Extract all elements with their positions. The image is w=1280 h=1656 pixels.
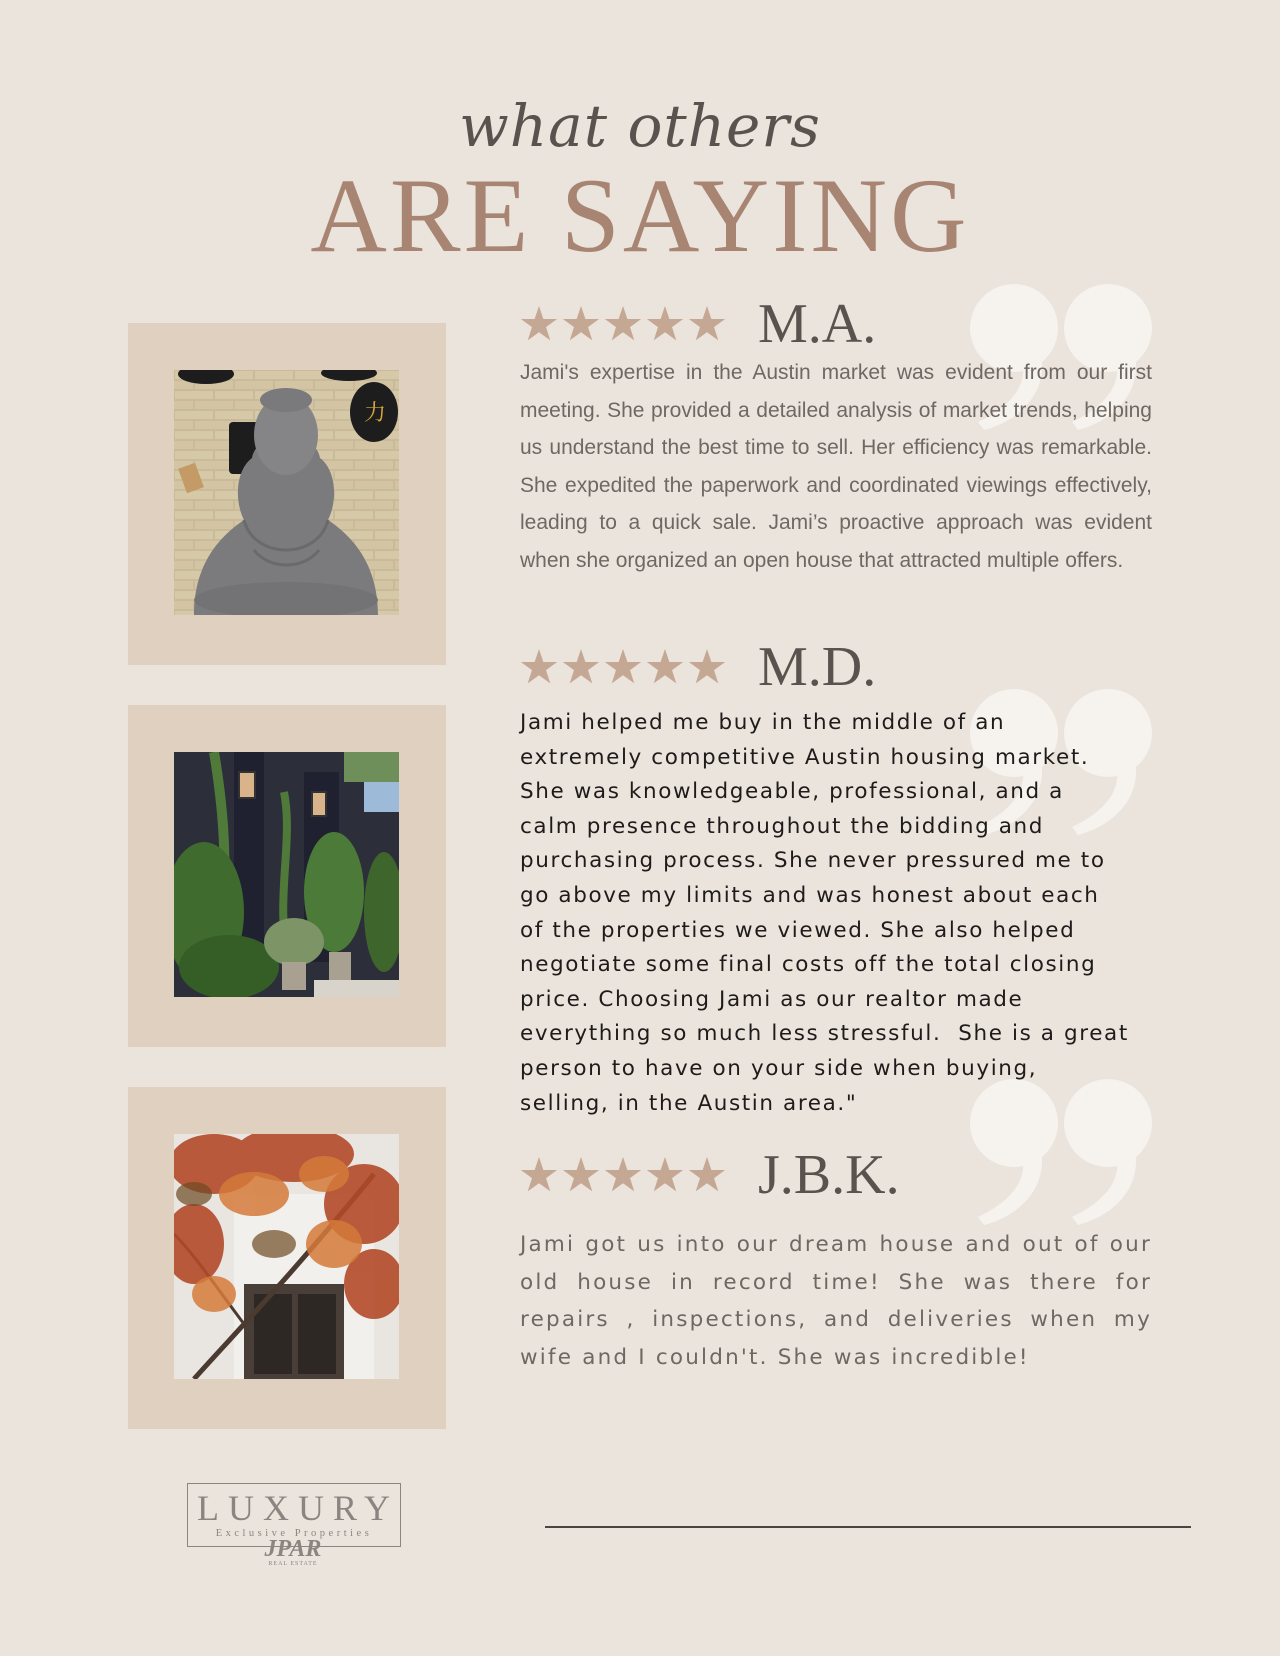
- review-line: She was knowledgeable, professional, and a: [520, 779, 1064, 805]
- star-icon: [646, 1157, 684, 1193]
- review-line: purchasing process. She never pressured me to: [520, 848, 1106, 874]
- review-line: calm presence throughout the bidding and: [520, 813, 1045, 839]
- star-icon: [562, 1157, 600, 1193]
- review-line: everything so much less stressful. She is a great: [520, 1021, 1129, 1047]
- review-line: negotiate some final costs off the total closing: [520, 952, 1097, 978]
- star-icon: [646, 649, 684, 685]
- photo-frame-1: [128, 323, 446, 665]
- japanese-maple-photo: [174, 1134, 399, 1379]
- reviewer-initials: M.D.: [758, 636, 877, 698]
- reviewer-initials: J.B.K.: [758, 1144, 900, 1206]
- review-line: person to have on your side when buying,: [520, 1055, 1038, 1081]
- garden-courtyard-photo: [174, 752, 399, 997]
- buddha-statue-photo: [174, 370, 399, 615]
- heading-main: ARE SAYING: [310, 157, 970, 274]
- star-icon: [604, 306, 642, 342]
- review-header-1: [520, 294, 876, 354]
- heading-script: what others: [459, 92, 821, 160]
- photo-frame-3: [128, 1087, 446, 1429]
- photo-frame-2: [128, 705, 446, 1047]
- review-header-3: [520, 1145, 900, 1205]
- logo-word: LUXURY: [196, 1488, 399, 1528]
- review-text-3: Jami got us into our dream house and out of our old house in record time! She was there for repairs , inspections, and deliveries when my wife and I couldn't. She was incredible!: [520, 1232, 1152, 1370]
- star-icon: [604, 1157, 642, 1193]
- footer-divider: [545, 1526, 1191, 1528]
- star-rating: [520, 649, 726, 685]
- star-icon: [646, 306, 684, 342]
- review-text-2: [520, 706, 1152, 1121]
- reviewer-initials: M.A.: [758, 293, 877, 355]
- review-header-2: [520, 637, 876, 697]
- review-line: Jami helped me buy in the middle of an: [520, 710, 1006, 735]
- jpar-mark: JPAR: [264, 1536, 322, 1562]
- review-line: of the properties we viewed. She also helped: [520, 917, 1076, 943]
- review-line: price. Choosing Jami as our realtor made: [520, 986, 1024, 1012]
- star-icon: [562, 306, 600, 342]
- jpar-logo: [252, 1538, 334, 1568]
- star-icon: [520, 306, 558, 342]
- review-line: selling, in the Austin area.": [520, 1090, 858, 1116]
- review-line: go above my limits and was honest about each: [520, 882, 1100, 908]
- review-text-1: Jami's expertise in the Austin market was evident from our first meeting. She provided a detailed analysis of market trends, helping us understand the best time to sell. Her efficiency was remarkable. She expedited the paperwork and coordinated viewings effectively, leading to a quick sale. Jami’s proactive approach was evident when she organized an open house that attracted multiple offers.: [520, 361, 1152, 572]
- svg-text:力: 力: [364, 401, 387, 426]
- star-rating: [520, 306, 726, 342]
- logo-tagline: Exclusive Properties: [215, 1528, 373, 1539]
- star-rating: [520, 1157, 726, 1193]
- star-icon: [562, 649, 600, 685]
- jpar-subtext: REAL ESTATE: [268, 1561, 318, 1567]
- star-icon: [688, 649, 726, 685]
- review-line: extremely competitive Austin housing market.: [520, 744, 1090, 770]
- star-icon: [520, 1157, 558, 1193]
- star-icon: [688, 1157, 726, 1193]
- star-icon: [520, 649, 558, 685]
- star-icon: [604, 649, 642, 685]
- star-icon: [688, 306, 726, 342]
